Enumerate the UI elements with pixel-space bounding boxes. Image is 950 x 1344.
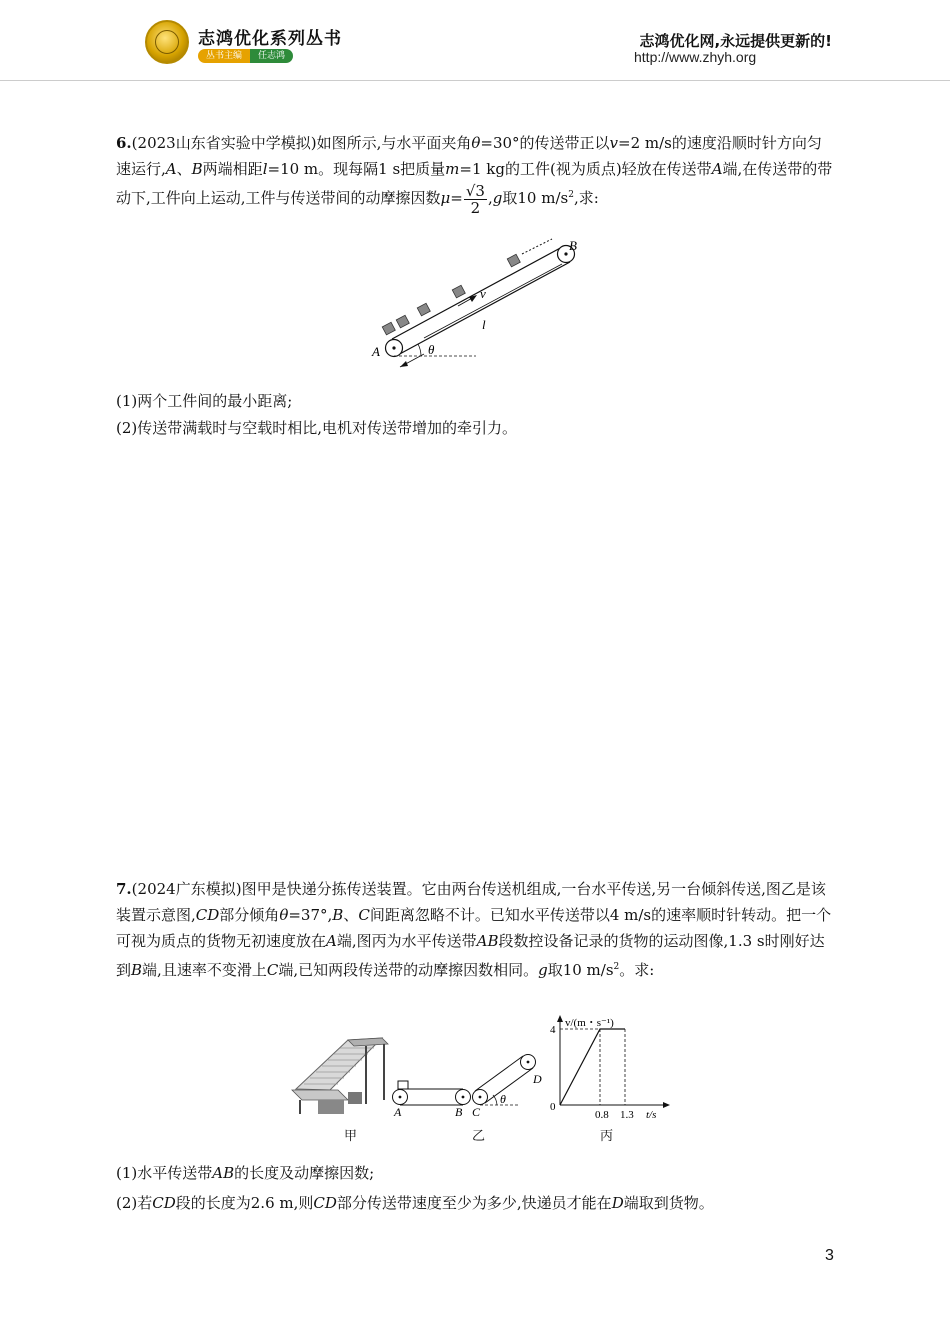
velocity-time-chart [544, 1012, 674, 1124]
tick-label-1-3: 1.3 [620, 1109, 634, 1121]
mu-fraction: $\frac{√3}{2}$ [465, 181, 485, 217]
incline-conveyor-figure [366, 234, 592, 374]
sorting-machine-illustration [288, 1034, 398, 1124]
tick-label-0: 0 [550, 1101, 556, 1113]
editor-badge [198, 49, 293, 63]
header-url[interactable]: http://www.zhyh.org [634, 49, 757, 65]
conveyor-schematic [385, 1052, 555, 1124]
label-a: A [394, 1105, 402, 1119]
cargo-box [398, 1081, 408, 1089]
label-c: C [472, 1105, 481, 1119]
workpiece-box [417, 303, 430, 316]
tick-label-4: 4 [550, 1024, 556, 1036]
label-v: v [480, 286, 486, 301]
label-b: B [455, 1105, 463, 1119]
workpiece-box [396, 315, 409, 328]
page-header [0, 0, 950, 80]
problem-6-question-1: (1)两个工件间的最小距离; [116, 392, 293, 410]
problem-6-text: 6.(2023山东省实验中学模拟)如图所示,与水平面夹角θ=30°的传送带正以v=2 m/s的速度沿顺时针方向匀速运行,A、B两端相距l=10 m。现每隔1 s把质量m=1 kg的工件(视为质点)轻放在传送带A端,在传送带的带动下,工件向上运动,工件与传送带间的动摩擦因数μ= $\frac{√3}{2}$ ,g取10 $m/s^2$,求: [116, 134, 833, 217]
workpiece-box [507, 254, 520, 267]
caption-bing: 丙 [600, 1129, 614, 1144]
caption-yi: 乙 [472, 1129, 486, 1144]
series-title: 志鸿优化系列丛书 [198, 29, 342, 49]
header-divider [0, 80, 950, 81]
label-theta: θ [428, 342, 435, 357]
y-axis-label: v/(m・s⁻¹) [565, 1017, 614, 1029]
problem-7-text: 7.(2024广东模拟)图甲是快递分拣传送装置。它由两台传送机组成,一台水平传送,另一台倾斜传送,图乙是该装置示意图,CD部分倾角θ=37°,B、C间距离忽略不计。已知水平传送带以4 m/s的速率顺时针转动。把一个可视为质点的货物无初速度放在A端,图丙为水平传送带AB段数控设备记录的货物的运动图像,1.3 s时刚好达到B端,且速率不变滑上C端,已知两段传送带的动摩擦因数相同。g取10 $m/s^2$。求: [116, 880, 832, 979]
problem-7-question-1: (1)水平传送带AB的长度及动摩擦因数; [116, 1164, 375, 1182]
problem-7-question-2: (2)若CD段的长度为2.6 m,则CD部分传送带速度至少为多少,快递员才能在D端取到货物。 [116, 1194, 714, 1212]
x-axis-label: t/s [646, 1109, 657, 1121]
page-number: 3 [825, 1247, 834, 1264]
workpiece-box [452, 285, 465, 298]
label-l: l [482, 317, 486, 332]
problem-6-question-2: (2)传送带满载时与空载时相比,电机对传送带增加的牵引力。 [116, 419, 518, 437]
caption-jia: 甲 [344, 1129, 358, 1144]
label-d: D [533, 1072, 542, 1086]
velocity-series-line [560, 1029, 625, 1105]
label-a: A [372, 344, 380, 359]
editor-label: 丛书主编 [198, 49, 250, 63]
workpiece-box [382, 322, 395, 335]
series-logo-icon [145, 20, 189, 64]
tick-label-0-8: 0.8 [595, 1109, 609, 1121]
header-slogan: 志鸿优化网,永远提供更新的! [639, 32, 832, 50]
editor-name: 任志鸿 [250, 49, 293, 63]
label-b: B [569, 238, 577, 253]
label-theta: θ [500, 1092, 506, 1106]
